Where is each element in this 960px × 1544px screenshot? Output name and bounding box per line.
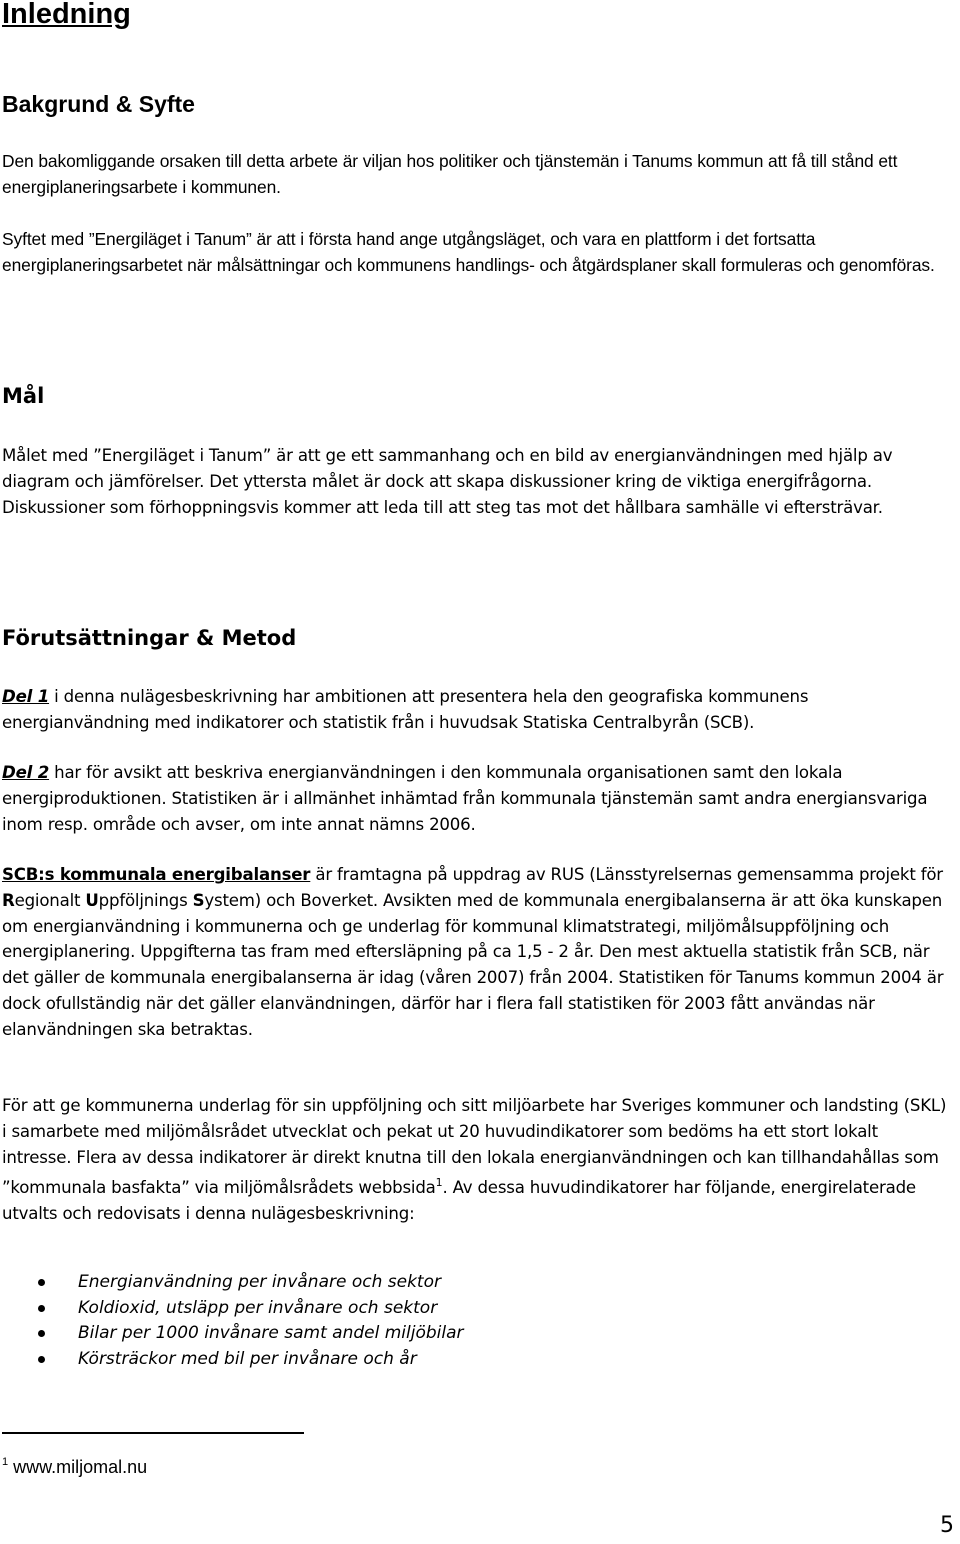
page-number: 5 <box>940 1513 954 1538</box>
bullet-icon <box>38 1305 45 1312</box>
skl-paragraph <box>2 1093 952 1227</box>
list-item: Körsträckor med bil per invånare och år <box>0 1347 464 1373</box>
bullet-icon <box>38 1330 45 1337</box>
footnote-reference: 1 <box>435 1176 443 1190</box>
background-paragraph-2: Syftet med ”Energiläget i Tanum” är att i första hand ange utgångsläget, och vara en plattform i det fortsatta energiplaneringsarbetet när målsättningar och kommunens handlings- och åtgärdsplaner skall formuleras och genomföras. <box>2 229 935 275</box>
list-item: Energianvändning per invånare och sektor <box>0 1270 464 1296</box>
del2-label: Del 2 <box>2 763 50 782</box>
scb-label: SCB:s kommunala energibalanser <box>2 865 311 884</box>
del1-paragraph <box>2 684 952 736</box>
footnote <box>2 1450 147 1479</box>
scb-initial-r: R <box>2 890 15 910</box>
section-heading-goal: Mål <box>2 384 45 408</box>
section-heading-background: Bakgrund & Syfte <box>2 91 195 117</box>
footnote-number: 1 <box>2 1456 9 1468</box>
indicator-list <box>0 1270 464 1372</box>
skl-text-1: För att ge kommunerna underlag för sin uppföljning och sitt miljöarbete har Sveriges kommuner och landsting (SKL) i samarbete med miljömålsrådet utvecklat och pekat ut 20 huvudindikatorer som bedöms ha ett stort lokalt intresse. Flera av dessa indikatorer är direkt knutna till den lokala energianvändningen och kan tillhandahållas som ”kommunala basfakta” via miljömålsrådets webbsida <box>2 1096 947 1198</box>
list-item: Bilar per 1000 invånare samt andel miljöbilar <box>0 1321 464 1347</box>
page-title: Inledning <box>2 0 131 30</box>
footnote-divider <box>2 1432 304 1434</box>
footnote-link[interactable]: www.miljomal.nu <box>8 1457 148 1477</box>
goal-paragraph: Målet med ”Energiläget i Tanum” är att ge ett sammanhang och en bild av energianvändningen med hjälp av diagram och jämförelser. Det yttersta målet är dock att skapa diskussioner kring de viktiga energifrågorna. Diskussioner som förhoppningsvis kommer att leda till att steg tas mot det hållbara samhälle vi eftersträvar. <box>2 446 893 517</box>
del1-text: i denna nulägesbeskrivning har ambitionen att presentera hela den geografiska kommunens energianvändning med indikatorer och statistik från i huvudsak Statiska Centralbyrån (SCB). <box>2 687 809 732</box>
bullet-icon <box>38 1356 45 1363</box>
del1-label: Del 1 <box>2 687 50 706</box>
scb-text-2: egionalt <box>14 890 86 910</box>
scb-text-1: är framtagna på uppdrag av RUS (Länsstyrelsernas gemensamma projekt för <box>310 865 943 884</box>
del2-text: har för avsikt att beskriva energianvändningen i den kommunala organisationen samt den lokala energiproduktionen. Statistiken är i allmänhet inhämtad från kommunala tjänstemän samt andra energiansvariga inom resp. område och avser, om inte annat nämns 2006. <box>2 763 928 834</box>
scb-initial-u: U <box>85 890 99 910</box>
scb-paragraph <box>2 862 952 1043</box>
del2-paragraph <box>2 760 952 837</box>
background-paragraph-1: Den bakomliggande orsaken till detta arbete är viljan hos politiker och tjänstemän i Tanums kommun att få till stånd ett energiplaneringsarbete i kommunen. <box>2 151 898 197</box>
section-heading-method: Förutsättningar & Metod <box>2 626 297 650</box>
skl-text-2: . Av dessa huvudindikatorer har följande, energirelaterade utvalts och redovisats i denna nulägesbeskrivning: <box>2 1178 916 1224</box>
scb-text-4: ystem) och Boverket. Avsikten med de kommunala energibalanserna är att öka kunskapen om energianvändning i kommunerna och ge underlag för kommunal klimatstrategi, miljömålsuppföljning och energiplanering. Uppgifterna tas fram med eftersläpning på ca 1,5 - 2 år. Den mest aktuella statistik från SCB, när det gäller de kommunala energibalanserna är idag (våren 2007) från 2004. Statistiken för Tanums kommun 2004 är dock ofullständig när det gäller elanvändningen, därför har i flera fall statistiken för 2003 fått användas när elanvändningen ska betraktas. <box>2 890 944 1039</box>
bullet-icon <box>38 1279 45 1286</box>
scb-text-3: ppföljnings <box>98 890 193 910</box>
list-item: Koldioxid, utsläpp per invånare och sektor <box>0 1296 464 1322</box>
scb-initial-s: S <box>192 890 205 910</box>
